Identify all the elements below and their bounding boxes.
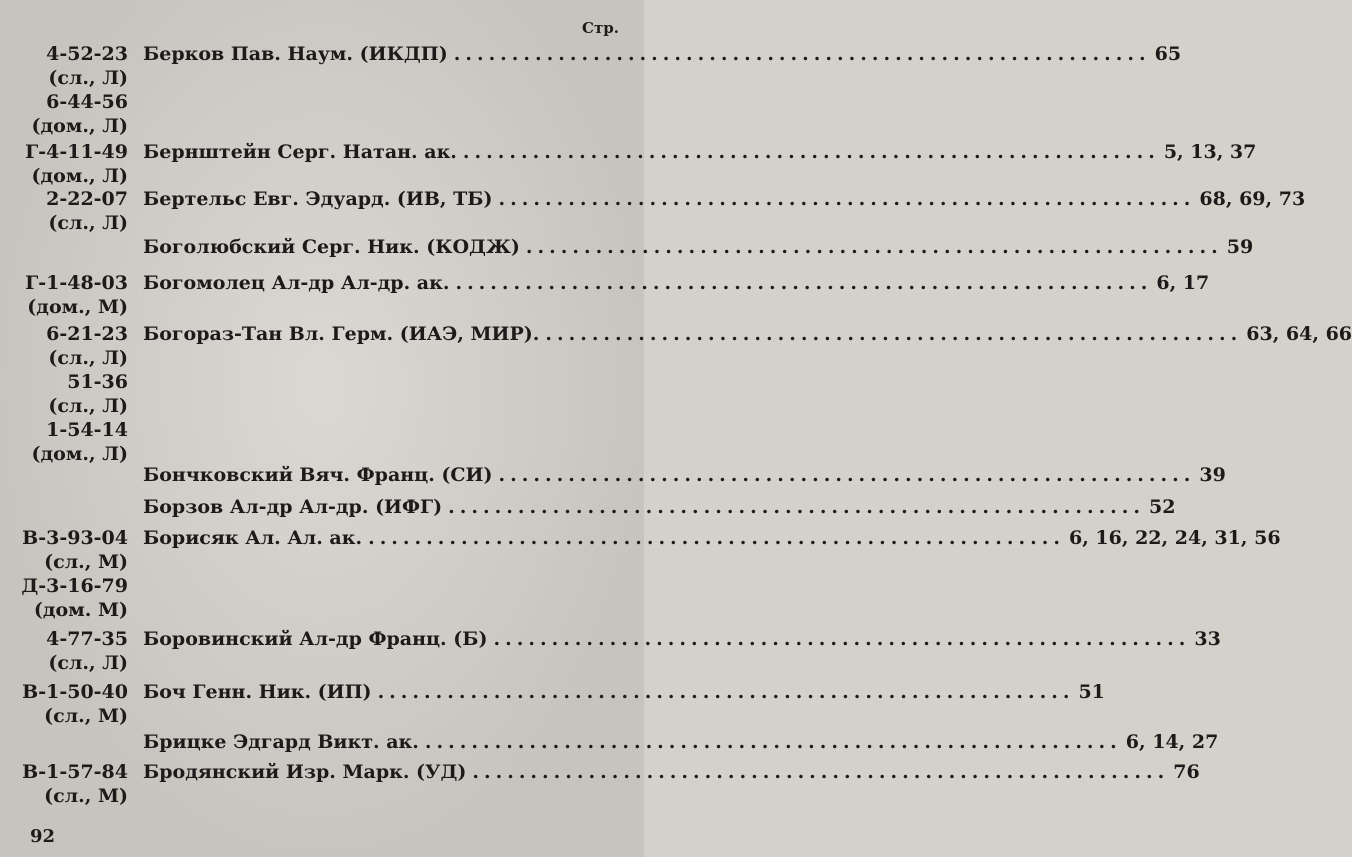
- leader-dots: ............................................................: [448, 496, 1146, 518]
- phone-line: В-1-50-40: [22, 681, 128, 703]
- entry-text: [143, 680, 1105, 704]
- page-number: 92: [30, 826, 56, 847]
- phone-line: Г-4-11-49: [25, 141, 128, 163]
- phone-line: Д-3-16-79: [21, 575, 128, 597]
- person-name: Боголюбский Серг. Ник. (КОДЖ): [143, 236, 520, 258]
- phone-line: (сл., Л): [48, 347, 128, 369]
- phone-line: (дом., М): [27, 296, 128, 318]
- entry-text: [143, 526, 1281, 550]
- leader-dots: ............................................................: [462, 141, 1160, 163]
- leader-dots: ............................................................: [472, 761, 1170, 783]
- phone-line: (сл., М): [44, 551, 128, 573]
- phone-line: (дом., Л): [31, 115, 128, 137]
- person-name: Берков Пав. Наум. (ИКДП): [143, 43, 448, 65]
- phone-line: (сл., Л): [48, 652, 128, 674]
- leader-dots: ............................................................: [453, 43, 1151, 65]
- phone-line: (сл., Л): [48, 67, 128, 89]
- leader-dots: ............................................................: [545, 323, 1243, 345]
- phone-numbers: [0, 526, 128, 622]
- leader-dots: ............................................................: [455, 272, 1153, 294]
- phone-line: 6-21-23: [46, 323, 128, 345]
- phone-numbers: [0, 322, 128, 466]
- phone-line: (сл., М): [44, 705, 128, 727]
- phone-numbers: [0, 140, 128, 188]
- phone-line: В-3-93-04: [22, 527, 128, 549]
- phone-line: (дом., Л): [31, 443, 128, 465]
- entry-text: [143, 760, 1200, 784]
- entry-text: [143, 322, 1352, 346]
- person-name: Бончковский Вяч. Франц. (СИ): [143, 464, 493, 486]
- phone-line: Г-1-48-03: [25, 272, 128, 294]
- page-references: 59: [1226, 236, 1254, 258]
- page-references: 6, 17: [1156, 272, 1210, 294]
- phone-line: 51-36: [67, 371, 128, 393]
- phone-line: (сл., Л): [48, 212, 128, 234]
- phone-numbers: [0, 42, 128, 138]
- person-name: Бернштейн Серг. Натан. ак.: [143, 141, 457, 163]
- page-references: 39: [1199, 464, 1226, 486]
- page-references: 6, 14, 27: [1125, 731, 1219, 753]
- person-name: Борисяк Ал. Ал. ак.: [143, 527, 363, 549]
- entry-text: [143, 730, 1219, 754]
- page-column-header: Стр.: [582, 19, 619, 37]
- person-name: Бродянский Изр. Марк. (УД): [143, 761, 467, 783]
- entry-text: [143, 235, 1254, 259]
- entry-text: [143, 187, 1306, 211]
- entry-text: [143, 495, 1176, 519]
- leader-dots: ............................................................: [498, 188, 1196, 210]
- phone-line: 1-54-14: [46, 419, 128, 441]
- page-references: 68, 69, 73: [1199, 188, 1306, 210]
- person-name: Борзов Ал-др Ал-др. (ИФГ): [143, 496, 443, 518]
- page-references: 63, 64, 66: [1246, 323, 1352, 345]
- page-references: 76: [1173, 761, 1200, 783]
- page-references: 5, 13, 37: [1163, 141, 1257, 163]
- person-name: Богомолец Ал-др Ал-др. ак.: [143, 272, 450, 294]
- person-name: Бертельс Евг. Эдуард. (ИВ, ТБ): [143, 188, 493, 210]
- leader-dots: ............................................................: [424, 731, 1122, 753]
- page-references: 65: [1154, 43, 1182, 65]
- phone-line: 4-77-35: [46, 628, 128, 650]
- phone-numbers: [0, 187, 128, 235]
- phone-line: (сл., М): [44, 785, 128, 807]
- person-name: Боч Генн. Ник. (ИП): [143, 681, 372, 703]
- phone-line: 4-52-23: [46, 43, 128, 65]
- leader-dots: ............................................................: [493, 628, 1191, 650]
- leader-dots: ............................................................: [498, 464, 1196, 486]
- entry-text: [143, 627, 1221, 651]
- phone-line: (дом. М): [33, 599, 128, 621]
- leader-dots: ............................................................: [525, 236, 1223, 258]
- page-references: 51: [1078, 681, 1105, 703]
- entry-text: [143, 140, 1257, 164]
- phone-numbers: [0, 627, 128, 675]
- phone-line: (дом., Л): [31, 165, 128, 187]
- phone-line: (сл., Л): [48, 395, 128, 417]
- person-name: Брицке Эдгард Викт. ак.: [143, 731, 419, 753]
- phone-line: 2-22-07: [46, 188, 128, 210]
- person-name: Богораз-Тан Вл. Герм. (ИАЭ, МИР).: [143, 323, 540, 345]
- page-references: 52: [1149, 496, 1176, 518]
- leader-dots: ............................................................: [377, 681, 1075, 703]
- phone-numbers: [0, 760, 128, 808]
- entry-text: [143, 463, 1226, 487]
- leader-dots: ............................................................: [368, 527, 1065, 549]
- phone-line: 6-44-56: [46, 91, 128, 113]
- page-references: 33: [1194, 628, 1221, 650]
- phone-numbers: [0, 271, 128, 319]
- phone-numbers: [0, 680, 128, 728]
- person-name: Боровинский Ал-др Франц. (Б): [143, 628, 488, 650]
- entry-text: [143, 271, 1210, 295]
- phone-line: В-1-57-84: [22, 761, 128, 783]
- entry-text: [143, 42, 1182, 66]
- page-references: 6, 16, 22, 24, 31, 56: [1068, 527, 1281, 549]
